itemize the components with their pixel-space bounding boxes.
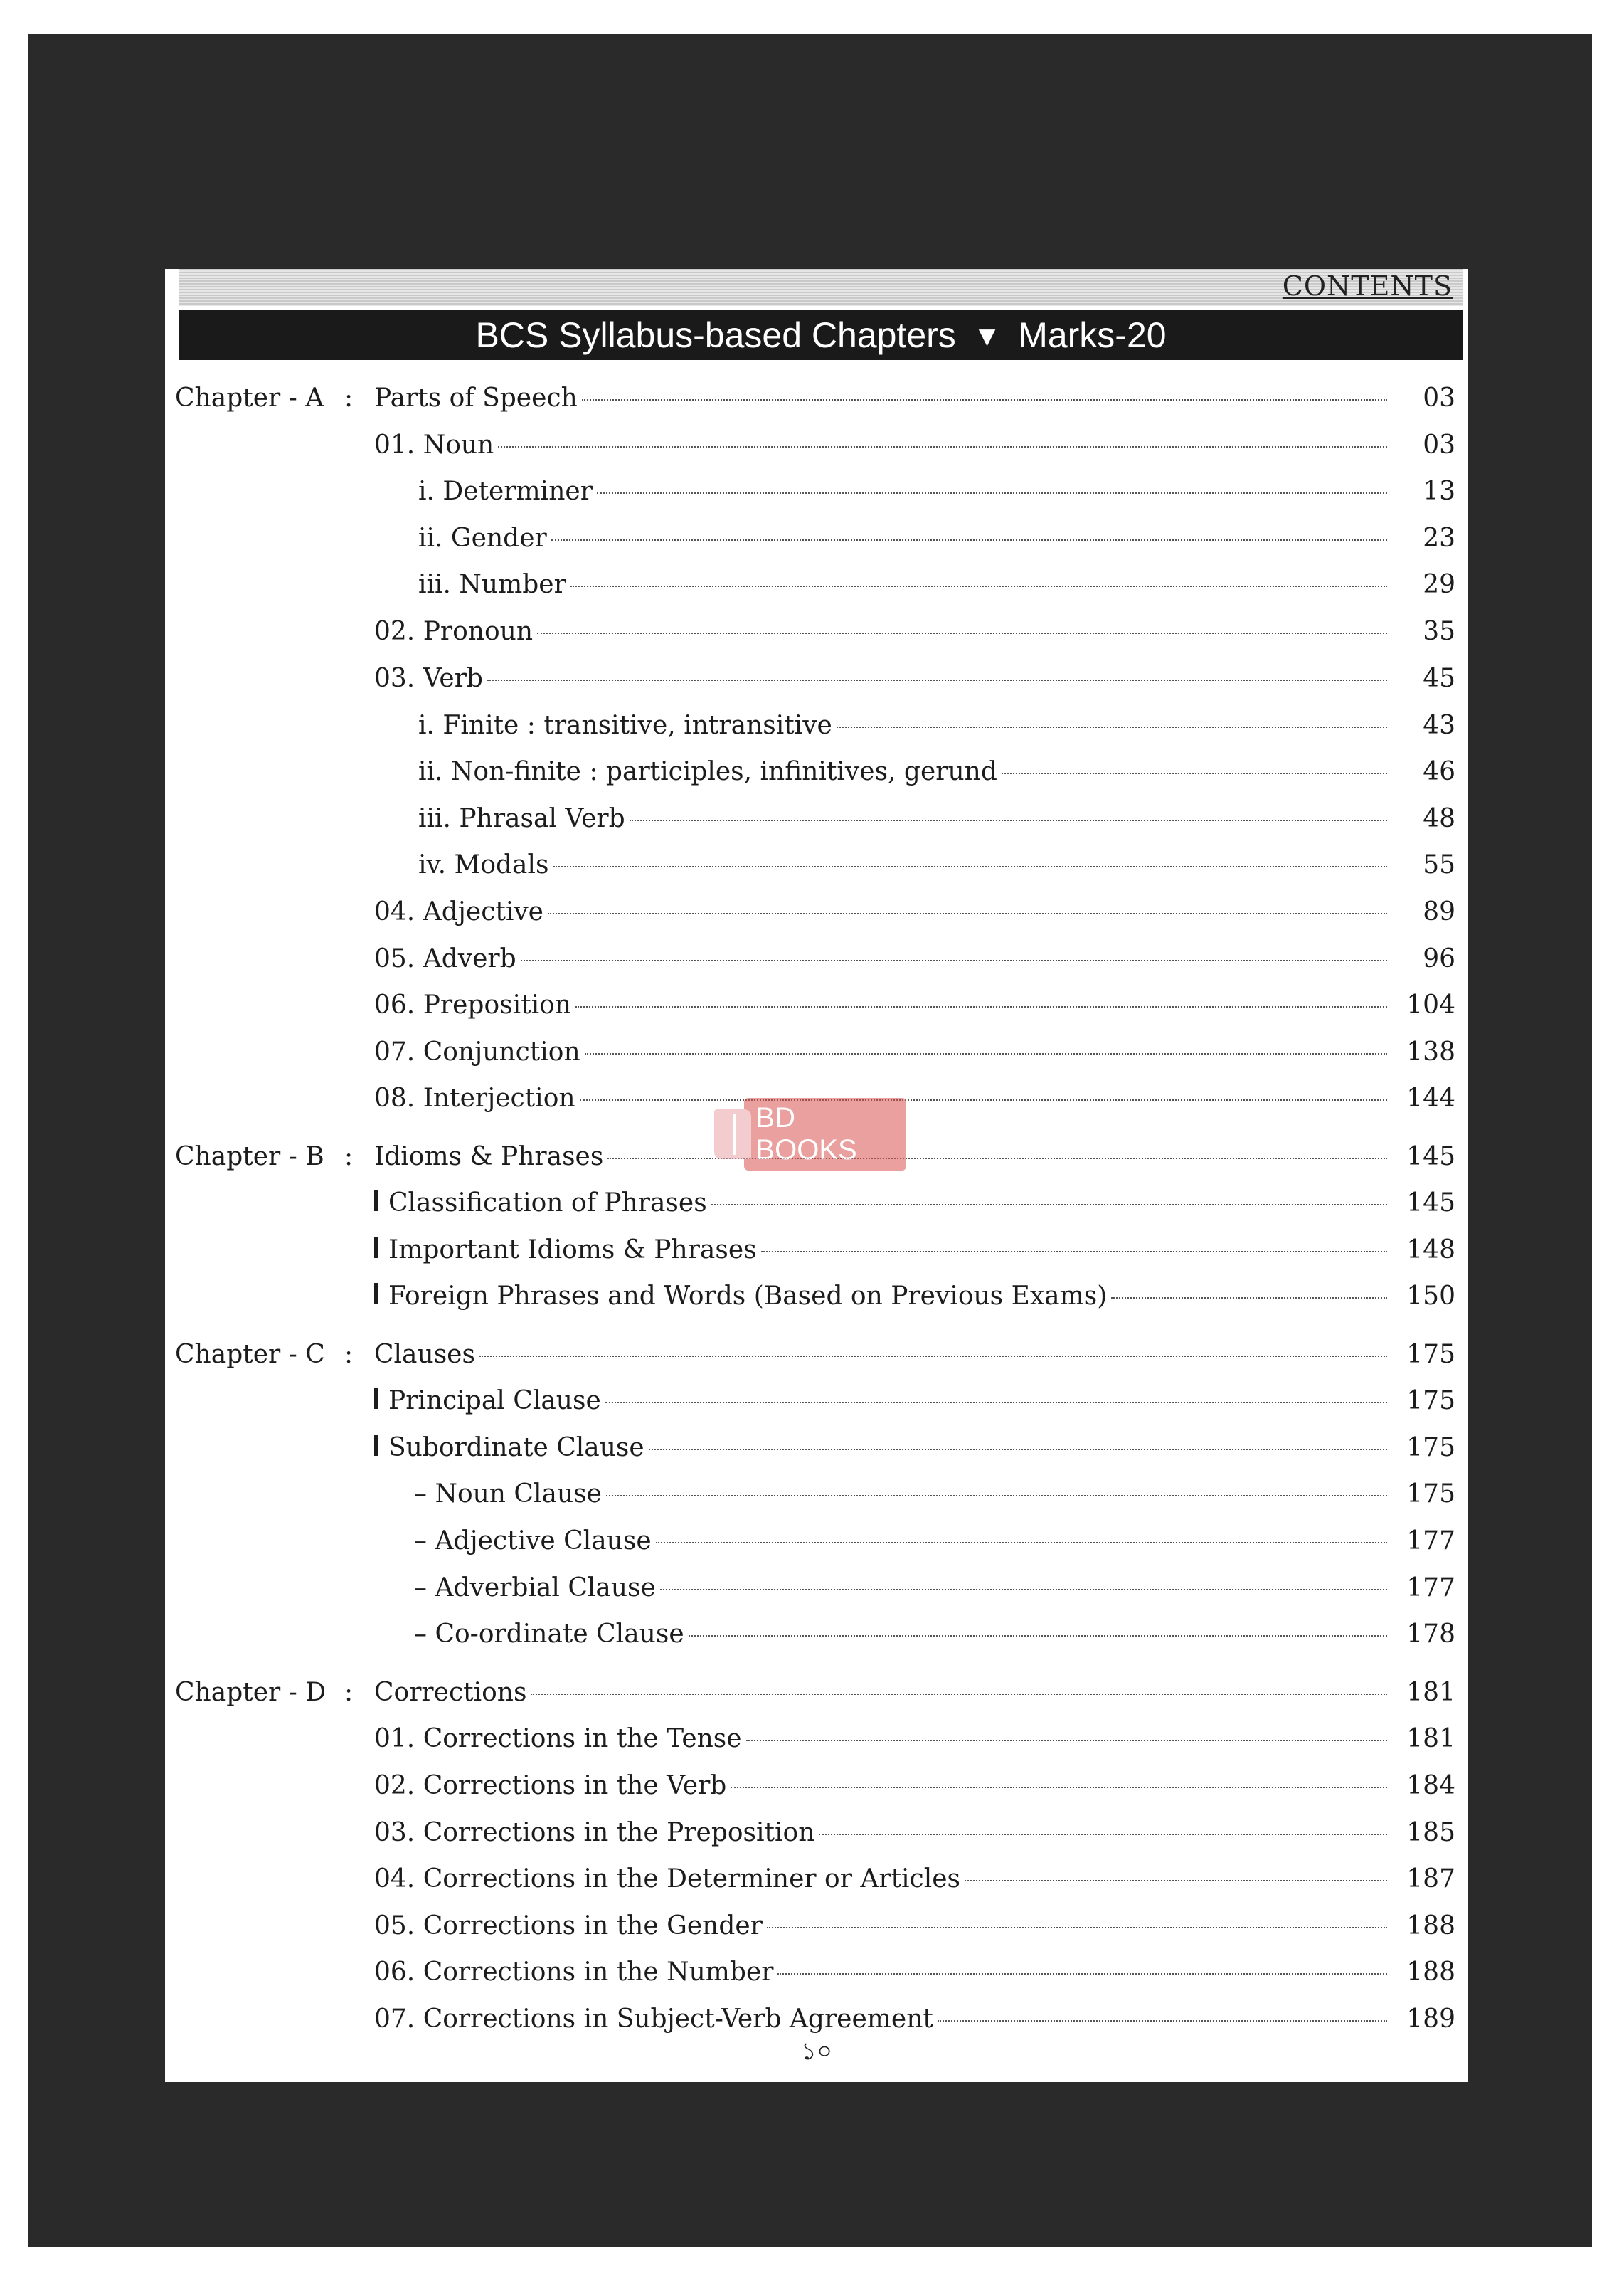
toc-page-number: 189 [1406, 2004, 1455, 2034]
down-triangle-icon: ▼ [972, 321, 1002, 352]
contents-header-strip [179, 269, 1463, 306]
toc-page-number: 104 [1406, 990, 1455, 1020]
chapter-label: Chapter - A [175, 384, 324, 413]
toc-page-number: 55 [1423, 850, 1455, 879]
dot-leader [837, 727, 1387, 728]
dot-leader [656, 1542, 1387, 1543]
toc-entry [374, 1333, 1390, 1376]
toc-page-number: 03 [1423, 384, 1455, 413]
toc-page-number: 45 [1423, 664, 1455, 693]
dot-leader [487, 680, 1387, 681]
toc-page-number: 35 [1423, 617, 1455, 646]
bullet-bar [374, 1190, 378, 1211]
toc-entry [414, 1520, 1390, 1563]
toc-entry-text: Corrections [374, 1678, 527, 1707]
toc-page-number: 188 [1406, 1911, 1455, 1940]
toc-entry-text: 02. Corrections in the Verb [374, 1771, 727, 1800]
toc-page-number: 43 [1423, 711, 1455, 740]
toc-entry-text: 03. Verb [374, 664, 483, 693]
toc-entry-text: – Co-ordinate Clause [414, 1620, 684, 1649]
toc-entry-text: iii. Number [418, 570, 566, 599]
dot-leader [761, 1251, 1387, 1252]
toc-row [165, 1765, 1468, 1807]
toc-page-number: 96 [1423, 944, 1455, 973]
chapter-colon: : [344, 1678, 354, 1707]
toc-entry [374, 1031, 1390, 1074]
dot-leader [819, 1834, 1387, 1835]
toc-row [165, 611, 1468, 653]
toc-entry [374, 377, 1390, 420]
toc-entry [374, 1671, 1390, 1714]
toc-page-number: 175 [1406, 1433, 1455, 1462]
toc-entry [418, 470, 1390, 513]
toc-page-number: 89 [1423, 897, 1455, 926]
dot-leader [597, 492, 1387, 494]
section-title-bar [179, 310, 1463, 360]
contents-page [165, 269, 1468, 2082]
toc-page-number: 178 [1406, 1620, 1455, 1649]
toc-page-number: 145 [1406, 1142, 1455, 1171]
toc-entry-text: ii. Gender [418, 524, 547, 553]
toc-entry [374, 1182, 1390, 1225]
toc-entry-text: 06. Corrections in the Number [374, 1958, 774, 1987]
toc-row [165, 1333, 1468, 1376]
toc-entry [374, 1718, 1390, 1760]
toc-page-number: 138 [1406, 1037, 1455, 1067]
toc-row [165, 1427, 1468, 1469]
dot-leader [582, 399, 1387, 401]
toc-entry-text: 07. Corrections in Subject-Verb Agreement [374, 2004, 933, 2034]
toc-page-number: 175 [1406, 1340, 1455, 1369]
toc-entry [418, 517, 1390, 560]
dot-leader [660, 1589, 1387, 1590]
dot-leader [746, 1740, 1387, 1741]
watermark-text: BD BOOKS [744, 1098, 906, 1171]
toc-entry-text: iv. Modals [418, 850, 549, 879]
toc-entry-text: ii. Non-finite : participles, infinitives, gerund [418, 757, 997, 786]
toc-entry-text: 05. Adverb [374, 944, 516, 973]
toc-entry [418, 564, 1390, 606]
toc-page-number: 144 [1406, 1084, 1455, 1113]
toc-row [165, 1613, 1468, 1656]
toc-page-number: 145 [1406, 1188, 1455, 1217]
toc-row [165, 938, 1468, 981]
toc-page-number: 187 [1406, 1864, 1455, 1893]
contents-label: CONTENTS [1282, 270, 1453, 302]
dot-leader [548, 913, 1387, 914]
dot-leader [498, 446, 1387, 448]
toc-page-number: 46 [1423, 757, 1455, 786]
toc-entry-text: Parts of Speech [374, 384, 578, 413]
toc-row [165, 984, 1468, 1027]
toc-entry-text: 03. Corrections in the Preposition [374, 1818, 815, 1847]
toc-row [165, 424, 1468, 467]
toc-page-number: 177 [1406, 1526, 1455, 1555]
chapter-label: Chapter - D [175, 1678, 327, 1707]
toc-page-number: 148 [1406, 1235, 1455, 1264]
toc-page-number: 48 [1423, 804, 1455, 833]
dot-leader [521, 960, 1387, 961]
page-number-footer: ১০ [800, 2037, 833, 2066]
chapter-colon: : [344, 1340, 354, 1369]
toc-entry-text: i. Determiner [418, 477, 593, 506]
toc-page-number: 181 [1406, 1724, 1455, 1753]
dot-leader [767, 1927, 1387, 1928]
toc-entry-text: – Adverbial Clause [414, 1573, 656, 1602]
section-title: BCS Syllabus-based Chapters [475, 315, 956, 355]
dot-leader [1002, 773, 1387, 774]
toc-entry-text: Idioms & Phrases [374, 1142, 604, 1171]
toc-row [165, 1567, 1468, 1610]
toc-entry [414, 1473, 1390, 1516]
dot-leader [711, 1204, 1387, 1205]
dot-leader [551, 539, 1387, 541]
toc-entry-text: iii. Phrasal Verb [418, 804, 625, 833]
toc-row [165, 798, 1468, 840]
bullet-bar [374, 1435, 378, 1456]
toc-entry-text: 04. Corrections in the Determiner or Articles [374, 1864, 961, 1893]
dot-leader [570, 586, 1387, 587]
dot-leader [630, 820, 1387, 821]
toc-row [165, 1182, 1468, 1225]
toc-entry-text: i. Finite : transitive, intransitive [418, 711, 832, 740]
toc-row [165, 1951, 1468, 1994]
toc-entry [374, 1427, 1390, 1469]
toc-entry [374, 891, 1390, 934]
bd-books-watermark [714, 1102, 906, 1166]
dot-leader [1111, 1297, 1387, 1299]
dot-leader [553, 866, 1388, 867]
toc-page-number: 13 [1423, 477, 1455, 506]
toc-entry-text: Classification of Phrases [388, 1188, 707, 1217]
dot-leader [606, 1495, 1387, 1496]
toc-row [165, 704, 1468, 747]
toc-entry-text: Subordinate Clause [388, 1433, 644, 1462]
dot-leader [689, 1635, 1387, 1637]
toc-entry-text: 01. Noun [374, 430, 494, 460]
toc-row [165, 1671, 1468, 1714]
toc-entry [418, 844, 1390, 887]
toc-page-number: 188 [1406, 1958, 1455, 1987]
dot-leader [649, 1449, 1387, 1450]
dot-leader [938, 2020, 1387, 2022]
bullet-bar [374, 1237, 378, 1258]
toc-entry [374, 1380, 1390, 1422]
toc-entry-text: Principal Clause [388, 1386, 601, 1415]
toc-entry [374, 1905, 1390, 1948]
dot-leader [531, 1694, 1387, 1695]
dot-leader [479, 1356, 1387, 1357]
toc-page-number: 29 [1423, 570, 1455, 599]
dot-leader [580, 1099, 1387, 1101]
toc-row [165, 470, 1468, 513]
toc-row [165, 1380, 1468, 1422]
toc-row [165, 1275, 1468, 1318]
toc-row [165, 564, 1468, 606]
toc-row [165, 844, 1468, 887]
toc-entry-text: 08. Interjection [374, 1084, 575, 1113]
toc-row [165, 1812, 1468, 1854]
toc-entry [418, 751, 1390, 793]
toc-entry-text: 06. Preposition [374, 990, 571, 1020]
dot-leader [777, 1973, 1387, 1975]
chapter-colon: : [344, 1142, 354, 1171]
toc-page-number: 23 [1423, 524, 1455, 553]
toc-page-number: 150 [1406, 1282, 1455, 1311]
toc-row [165, 517, 1468, 560]
toc-page-number: 175 [1406, 1386, 1455, 1415]
toc-row [165, 657, 1468, 700]
toc-row [165, 751, 1468, 793]
toc-row [165, 1031, 1468, 1074]
dot-leader [537, 633, 1387, 634]
toc-entry-text: – Noun Clause [414, 1479, 602, 1509]
chapter-label: Chapter - B [175, 1142, 324, 1171]
toc-entry [374, 424, 1390, 467]
toc-row [165, 377, 1468, 420]
toc-entry-text: 02. Pronoun [374, 617, 534, 646]
dot-leader [965, 1880, 1387, 1881]
book-icon [714, 1109, 751, 1159]
toc-entry [414, 1567, 1390, 1610]
toc-entry-text: Foreign Phrases and Words (Based on Previous Exams) [388, 1282, 1108, 1311]
marks-label: Marks-20 [1018, 315, 1167, 355]
dot-leader [575, 1006, 1387, 1008]
toc-entry [374, 657, 1390, 700]
toc-entry-text: – Adjective Clause [414, 1526, 652, 1555]
toc-entry [414, 1613, 1390, 1656]
toc-entry [374, 1229, 1390, 1272]
bullet-bar [374, 1388, 378, 1409]
dot-leader [585, 1053, 1387, 1055]
toc-row [165, 1229, 1468, 1272]
toc-entry [374, 984, 1390, 1027]
toc-page-number: 177 [1406, 1573, 1455, 1602]
toc-row [165, 1905, 1468, 1948]
bullet-bar [374, 1283, 378, 1304]
toc-entry-text: Clauses [374, 1340, 475, 1369]
toc-entry [374, 1765, 1390, 1807]
toc-entry [418, 704, 1390, 747]
toc-row [165, 891, 1468, 934]
toc-entry [374, 1951, 1390, 1994]
toc-entry [418, 798, 1390, 840]
toc-entry [374, 938, 1390, 981]
toc-page-number: 181 [1406, 1678, 1455, 1707]
toc-entry [374, 1275, 1390, 1318]
toc-entry [374, 1858, 1390, 1901]
toc-entry-text: 07. Conjunction [374, 1037, 580, 1067]
toc-row [165, 1718, 1468, 1760]
dot-leader [605, 1402, 1387, 1403]
toc-entry [374, 611, 1390, 653]
toc-row [165, 1520, 1468, 1563]
toc-entry-text: 05. Corrections in the Gender [374, 1911, 763, 1940]
toc-page-number: 175 [1406, 1479, 1455, 1509]
toc-entry-text: Important Idioms & Phrases [388, 1235, 757, 1264]
toc-row [165, 1473, 1468, 1516]
toc-entry [374, 1812, 1390, 1854]
chapter-label: Chapter - C [175, 1340, 325, 1369]
toc-row [165, 1858, 1468, 1901]
dot-leader [731, 1787, 1387, 1788]
toc-entry-text: 01. Corrections in the Tense [374, 1724, 742, 1753]
toc-page-number: 185 [1406, 1818, 1455, 1847]
toc-page-number: 03 [1423, 430, 1455, 460]
chapter-colon: : [344, 384, 354, 413]
toc-page-number: 184 [1406, 1771, 1455, 1800]
toc-entry-text: 04. Adjective [374, 897, 543, 926]
